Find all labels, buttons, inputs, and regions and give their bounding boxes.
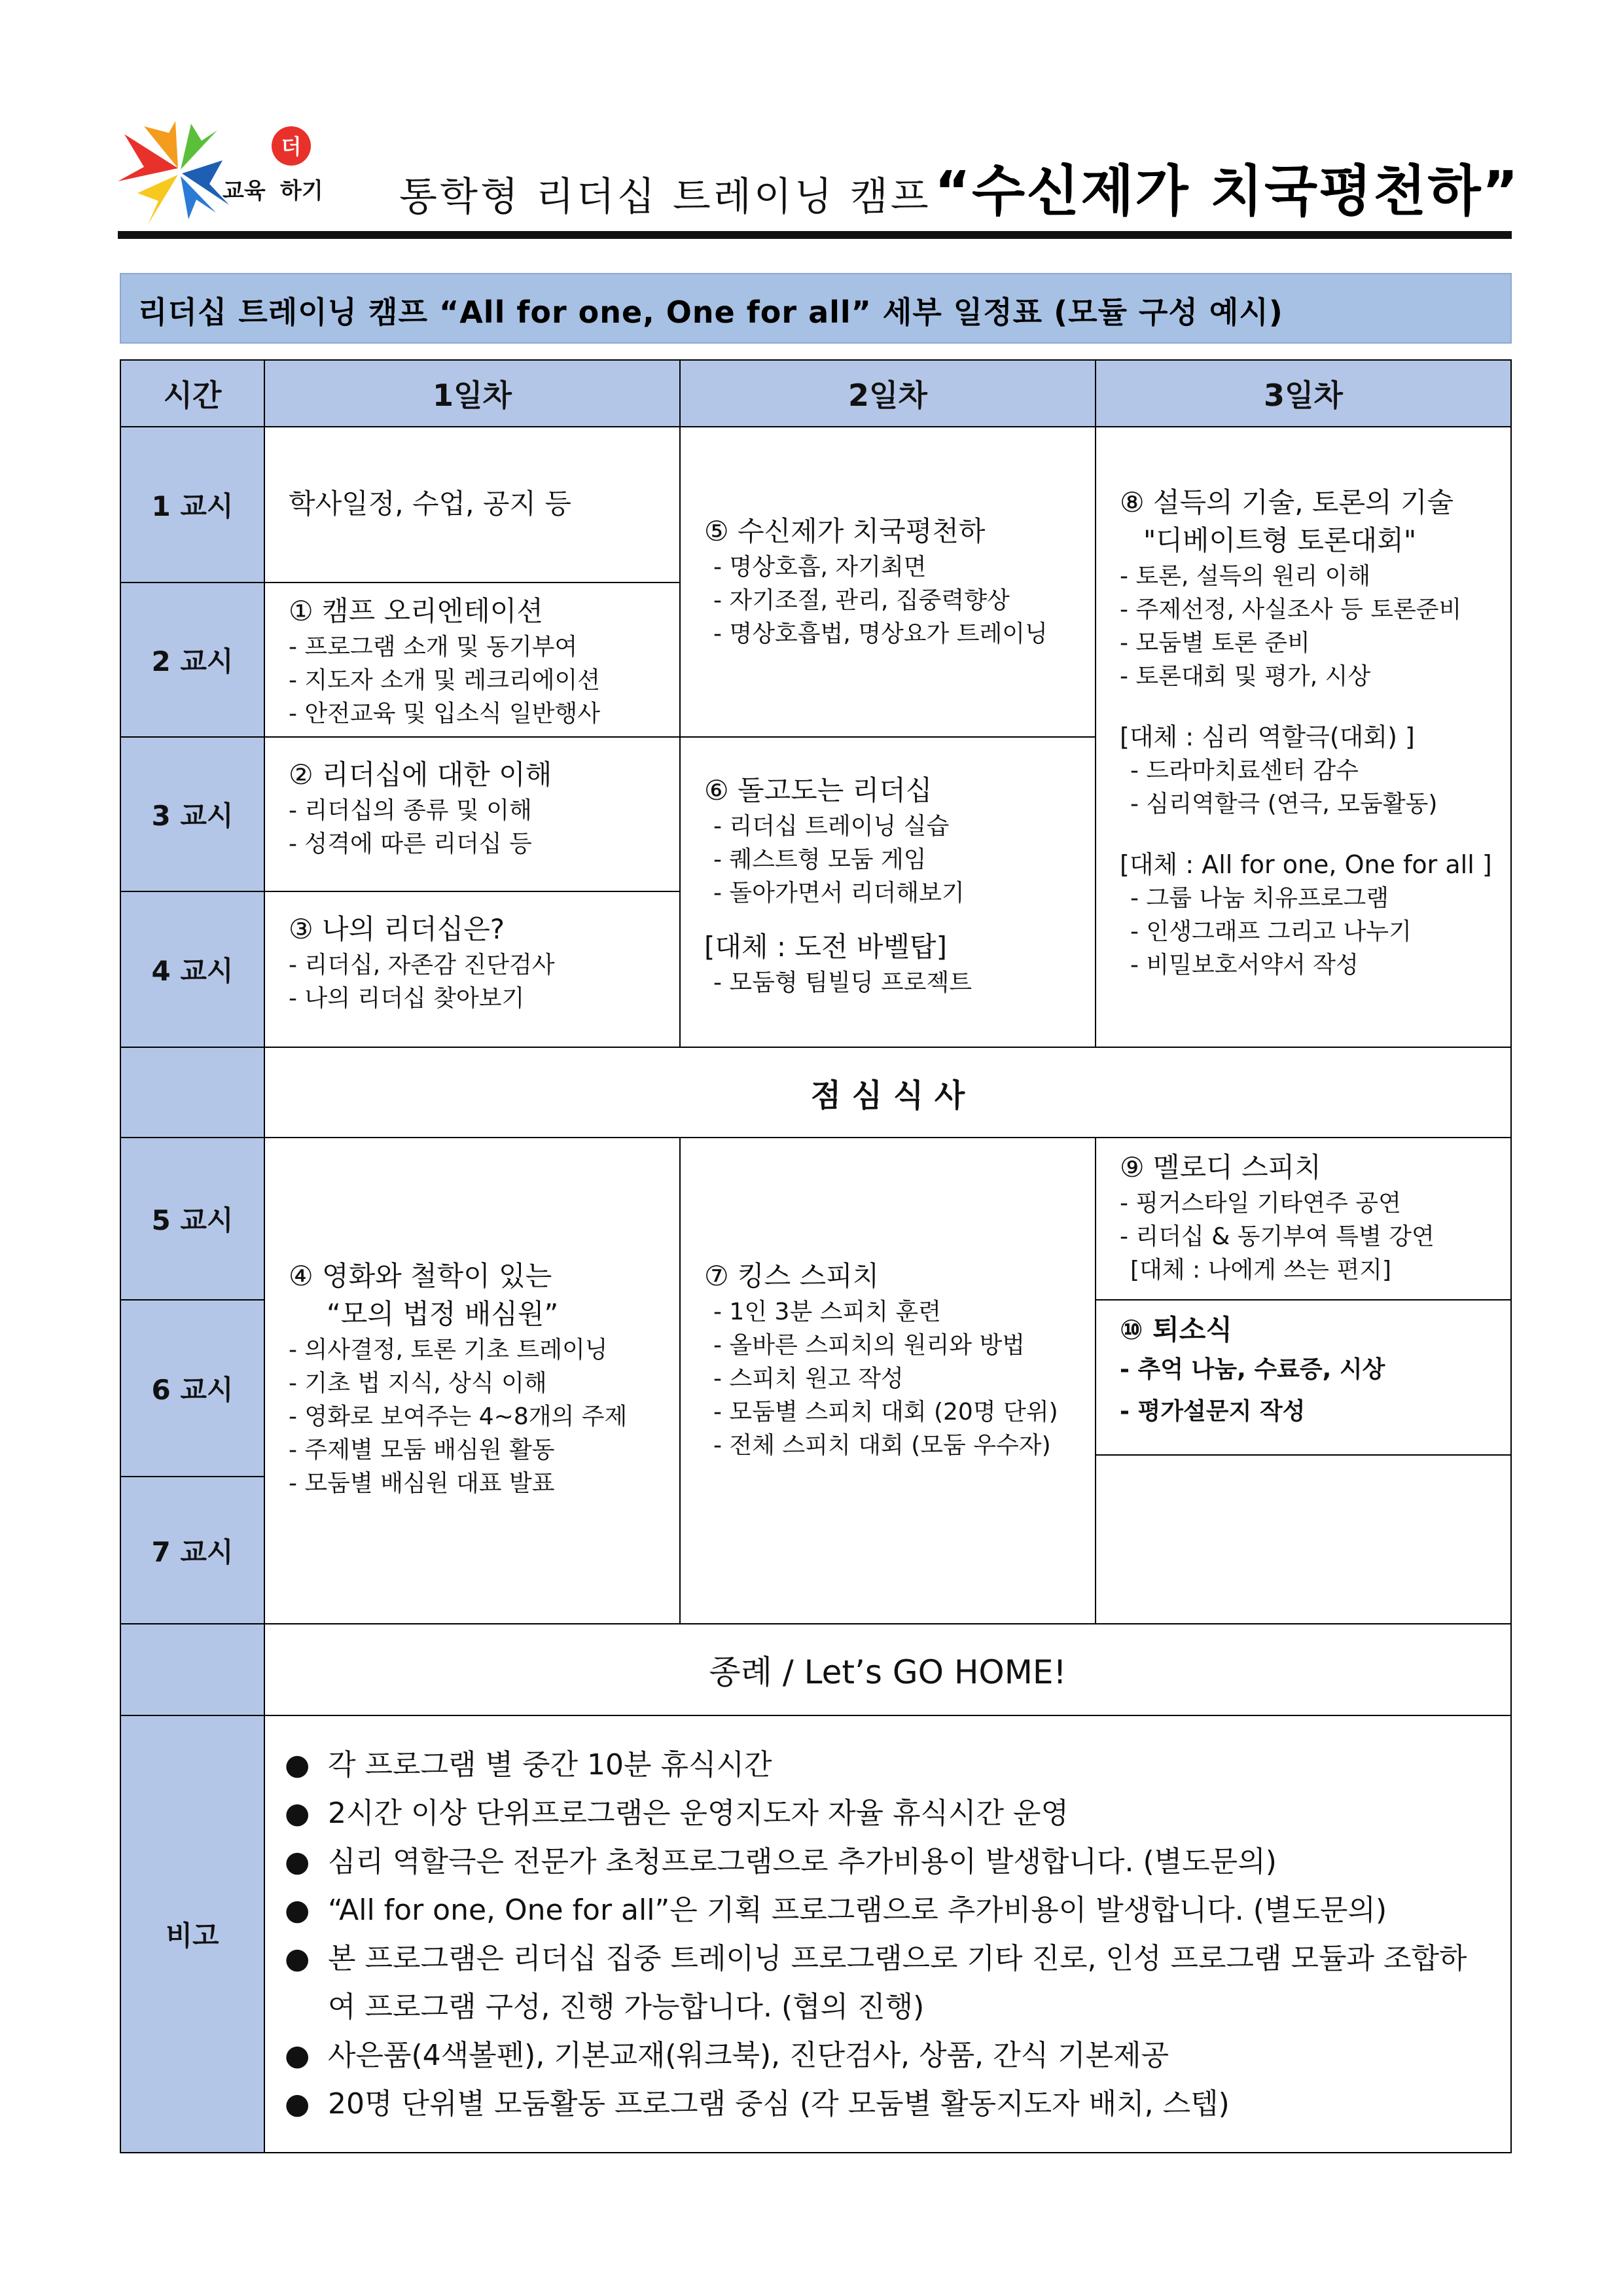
title-main: “수신제가 치국평천하”: [934, 159, 1520, 223]
day2-m1-item: - 명상호흡법, 명상요가 트레이닝: [713, 620, 1048, 647]
day3-m-alt1-item: - 심리역할극 (연극, 모둠활동): [1130, 791, 1438, 817]
title-underline: [118, 231, 1512, 239]
remark-item: ● 심리 역할극은 전문가 초청프로그램으로 추가비용이 발생합니다. (별도문의): [285, 1838, 1491, 1886]
subtitle-bar: [120, 273, 1512, 344]
bullet-icon: ●: [285, 1942, 310, 1975]
day3-morning: [1095, 426, 1512, 1048]
day1-aft-title-2: “모의 법정 배심원”: [327, 1298, 559, 1330]
day2-m2-title: ⑥ 돌고도는 리더십: [704, 774, 933, 806]
day1-aft-item: - 의사결정, 토론 기초 트레이닝: [289, 1336, 608, 1363]
day1-p4-item: - 나의 리더십 찾아보기: [289, 985, 525, 1012]
day2-aft-item: - 올바른 스피치의 원리와 방법: [713, 1332, 1026, 1359]
day3-p5-item: - 리더십 & 동기부여 특별 강연: [1120, 1223, 1435, 1250]
period-5: 5 교시: [120, 1137, 265, 1300]
day1-p3-item: - 성격에 따른 리더십 등: [289, 831, 532, 857]
day2-morning1: [679, 426, 1096, 738]
subtitle-text: 리더십 트레이닝 캠프 “All for one, One for all” 세부 일정표 (모듈 구성 예시): [138, 295, 1283, 330]
remark-item: ● 20명 단위별 모둠활동 프로그램 중심 (각 모둠별 활동지도자 배치, 스텝): [285, 2080, 1491, 2128]
remark-item: ● 본 프로그램은 리더십 집중 트레이닝 프로그램으로 기타 진로, 인성 프로그램 모듈과 조합하여 프로그램 구성, 진행 가능합니다. (협의 진행): [285, 1935, 1491, 2032]
day2-m1-item: - 명상호흡, 자기최면: [713, 554, 927, 581]
period-4: 4 교시: [120, 891, 265, 1048]
day2-aft-item: - 전체 스피치 대회 (모둠 우수자): [713, 1432, 1051, 1459]
day1-period1-text: 학사일정, 수업, 공지 등: [289, 488, 571, 520]
header-time: 시간: [120, 359, 265, 427]
day2-aft-item: - 모둠별 스피치 대회 (20명 단위): [713, 1399, 1058, 1426]
remarks-content: [264, 1715, 1512, 2153]
day3-period6: [1095, 1299, 1512, 1456]
header-day2: 2일차: [679, 359, 1096, 427]
document-header: [118, 121, 1520, 239]
day1-p2-title: ① 캠프 오리엔테이션: [289, 595, 543, 627]
day3-m-title-2: "디베이트형 토론대회": [1143, 524, 1417, 556]
day1-p4-title: ③ 나의 리더십은?: [289, 913, 505, 945]
day1-aft-item: - 주제별 모둠 배심원 활동: [289, 1437, 555, 1463]
remark-item: ● “All for one, One for all”은 기획 프로그램으로 추가비용이 발생합니다. (별도문의): [285, 1886, 1491, 1935]
day3-m-alt2-item: - 비밀보호서약서 작성: [1130, 952, 1359, 978]
day3-p6-item: - 추억 나눔, 수료증, 시상: [1120, 1356, 1385, 1383]
remark-item: ● 각 프로그램 별 중간 10분 휴식시간: [285, 1741, 1491, 1789]
remark-item: ● 2시간 이상 단위프로그램은 운영지도자 자율 휴식시간 운영: [285, 1789, 1491, 1838]
lunch-row: 점 심 식 사: [264, 1047, 1512, 1138]
bullet-icon: ●: [285, 2039, 310, 2072]
day2-aft-item: - 1인 3분 스피치 훈련: [713, 1299, 942, 1325]
day1-aft-item: - 기초 법 지식, 상식 이해: [289, 1370, 547, 1397]
day1-p2-item: - 프로그램 소개 및 동기부여: [289, 634, 578, 660]
day1-p2-item: - 지도자 소개 및 레크리에이션: [289, 667, 601, 694]
logo-badge: 더: [281, 134, 302, 159]
day3-period5: [1095, 1137, 1512, 1300]
day1-afternoon: [264, 1137, 681, 1624]
bullet-icon: ●: [285, 1748, 310, 1782]
day2-m2-alt-item: - 모둠형 팀빌딩 프로젝트: [713, 969, 972, 996]
bullet-icon: ●: [285, 1797, 310, 1830]
day1-aft-item: - 모둠별 배심원 대표 발표: [289, 1470, 555, 1497]
day2-m2-alt-title: [대체 : 도전 바벨탑]: [704, 931, 947, 963]
pinwheel-logo-icon: [118, 121, 334, 226]
lunch-label-cell: [120, 1047, 265, 1138]
period-7: 7 교시: [120, 1476, 265, 1624]
bullet-icon: ●: [285, 2087, 310, 2121]
day2-afternoon: [679, 1137, 1096, 1624]
day3-m-alt1-item: - 드라마치료센터 감수: [1130, 757, 1359, 784]
day1-p4-item: - 리더십, 자존감 진단검사: [289, 952, 555, 978]
day1-period2: [264, 582, 681, 738]
day1-p3-title: ② 리더십에 대한 이해: [289, 759, 552, 791]
day2-m2-item: - 돌아가면서 리더해보기: [713, 880, 965, 906]
day3-p5-alt: [대체 : 나에게 쓰는 편지]: [1130, 1257, 1391, 1283]
day3-m-item: - 토론대회 및 평가, 시상: [1120, 663, 1371, 690]
day2-m2-item: - 퀘스트형 모둠 게임: [713, 846, 927, 873]
period-6: 6 교시: [120, 1299, 265, 1477]
logo: [118, 121, 334, 226]
day2-aft-item: - 스피치 원고 작성: [713, 1365, 904, 1392]
day1-aft-title-1: ④ 영화와 철학이 있는: [289, 1260, 552, 1292]
remark-item: ● 사은품(4색볼펜), 기본교재(워크북), 진단검사, 상품, 간식 기본제공: [285, 2032, 1491, 2080]
day3-p6-title: ⑩ 퇴소식: [1120, 1314, 1232, 1346]
day3-m-alt1-title: [대체 : 심리 역할극(대회) ]: [1120, 723, 1415, 751]
day1-aft-item: - 영화로 보여주는 4~8개의 주제: [289, 1403, 628, 1430]
day3-m-alt2-item: - 인생그래프 그리고 나누기: [1130, 918, 1412, 945]
day1-period3: [264, 736, 681, 892]
day1-p3-item: - 리더십의 종류 및 이해: [289, 797, 532, 824]
day1-p2-item: - 안전교육 및 입소식 일반행사: [289, 700, 601, 727]
header-day3: 3일차: [1095, 359, 1512, 427]
day3-p5-title: ⑨ 멜로디 스피치: [1120, 1151, 1321, 1183]
day2-morning2: [679, 736, 1096, 1048]
title-prefix: 통학형 리더십 트레이닝 캠프: [399, 174, 931, 220]
day2-aft-title: ⑦ 킹스 스피치: [704, 1260, 880, 1292]
closing-label-cell: [120, 1623, 265, 1716]
day3-m-item: - 주제선정, 사실조사 등 토론준비: [1120, 596, 1462, 623]
day3-p6-item: - 평가설문지 작성: [1120, 1398, 1306, 1425]
period-2: 2 교시: [120, 582, 265, 738]
remarks-label: 비고: [120, 1715, 265, 2153]
period-3: 3 교시: [120, 736, 265, 892]
day2-m1-item: - 자기조절, 관리, 집중력향상: [713, 587, 1010, 614]
period-1: 1 교시: [120, 426, 265, 583]
closing-row: 종례 / Let’s GO HOME!: [264, 1623, 1512, 1716]
bullet-icon: ●: [285, 1893, 310, 1927]
bullet-icon: ●: [285, 1845, 310, 1878]
day3-m-title-1: ⑧ 설득의 기술, 토론의 기술: [1120, 486, 1454, 518]
day2-m1-title: ⑤ 수신제가 치국평천하: [704, 515, 986, 547]
document-title: [399, 147, 1520, 226]
day3-m-alt2-title: [대체 : All for one, One for all ]: [1120, 850, 1492, 879]
day3-period7-empty: [1095, 1454, 1512, 1624]
logo-text-left: 교육: [223, 178, 266, 204]
logo-text-right: 하기: [280, 178, 323, 204]
day2-m2-item: - 리더십 트레이닝 실습: [713, 813, 950, 840]
day3-m-item: - 모둠별 토론 준비: [1120, 630, 1310, 656]
day1-period4: [264, 891, 681, 1048]
day3-p5-item: - 핑거스타일 기타연주 공연: [1120, 1190, 1401, 1217]
day3-m-item: - 토론, 설득의 원리 이해: [1120, 563, 1371, 590]
day3-m-alt2-item: - 그룹 나눔 치유프로그램: [1130, 885, 1389, 912]
day1-period1: [264, 426, 681, 583]
header-day1: 1일차: [264, 359, 681, 427]
